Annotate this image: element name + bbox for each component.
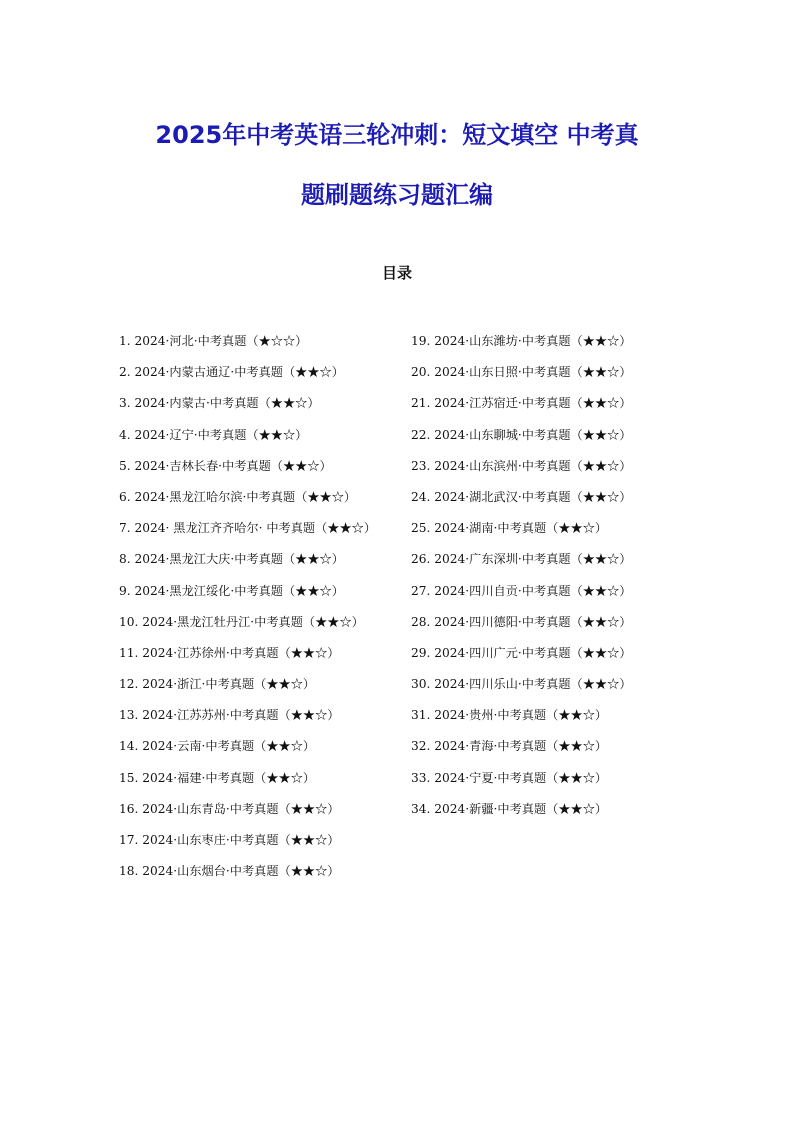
toc-entry-12[interactable]: 12. 2024·浙江·中考真题（★★☆） (119, 677, 316, 692)
toc-entry-8[interactable]: 8. 2024·黑龙江大庆·中考真题（★★☆） (119, 552, 344, 567)
toc-entry-30[interactable]: 30. 2024·四川乐山·中考真题（★★☆） (411, 677, 632, 692)
toc-entry-14[interactable]: 14. 2024·云南·中考真题（★★☆） (119, 739, 316, 754)
toc-entry-23[interactable]: 23. 2024·山东滨州·中考真题（★★☆） (411, 458, 632, 473)
toc-entry-2[interactable]: 2. 2024·内蒙古通辽·中考真题（★★☆） (119, 365, 344, 380)
toc-heading: 目录 (381, 264, 412, 282)
toc-entry-15[interactable]: 15. 2024·福建·中考真题（★★☆） (119, 770, 316, 785)
toc-entry-3[interactable]: 3. 2024·内蒙古·中考真题（★★☆） (119, 396, 320, 411)
toc-entry-1[interactable]: 1. 2024·河北·中考真题（★☆☆） (119, 334, 308, 348)
toc-entry-26[interactable]: 26. 2024·广东深圳·中考真题（★★☆） (411, 552, 632, 567)
toc-entry-5[interactable]: 5. 2024·吉林长春·中考真题（★★☆） (119, 458, 332, 473)
toc-entry-9[interactable]: 9. 2024·黑龙江绥化·中考真题（★★☆） (119, 583, 344, 598)
toc-entry-32[interactable]: 32. 2024·青海·中考真题（★★☆） (411, 739, 608, 754)
toc-entry-13[interactable]: 13. 2024·江苏苏州·中考真题（★★☆） (119, 708, 340, 723)
document-title-line2: 题刷题练习题汇编 (301, 181, 493, 209)
toc-entry-22[interactable]: 22. 2024·山东聊城·中考真题（★★☆） (411, 427, 632, 442)
toc-column-right (411, 331, 631, 830)
toc-entry-24[interactable]: 24. 2024·湖北武汉·中考真题（★★☆） (411, 489, 632, 504)
toc-entry-20[interactable]: 20. 2024·山东日照·中考真题（★★☆） (411, 365, 632, 380)
toc-entry-16[interactable]: 16. 2024·山东青岛·中考真题（★★☆） (119, 801, 340, 816)
toc-column-left (119, 331, 376, 892)
toc-entry-18[interactable]: 18. 2024·山东烟台·中考真题（★★☆） (119, 864, 340, 879)
toc-entry-33[interactable]: 33. 2024·宁夏·中考真题（★★☆） (411, 770, 608, 785)
document-title-line1: 2025年中考英语三轮冲刺：短文填空 中考真 (155, 121, 639, 149)
toc-entry-10[interactable]: 10. 2024·黑龙江牡丹江·中考真题（★★☆） (119, 614, 364, 629)
toc-entry-28[interactable]: 28. 2024·四川德阳·中考真题（★★☆） (411, 614, 632, 629)
toc-entry-19[interactable]: 19. 2024·山东潍坊·中考真题（★★☆） (411, 334, 632, 348)
toc-entry-7[interactable]: 7. 2024· 黑龙江齐齐哈尔· 中考真题（★★☆） (119, 521, 377, 536)
toc-entry-11[interactable]: 11. 2024·江苏徐州·中考真题（★★☆） (119, 645, 340, 660)
toc-entry-29[interactable]: 29. 2024·四川广元·中考真题（★★☆） (411, 645, 632, 660)
toc-entry-17[interactable]: 17. 2024·山东枣庄·中考真题（★★☆） (119, 833, 340, 847)
toc-entry-34[interactable]: 34. 2024·新疆·中考真题（★★☆） (411, 801, 608, 816)
toc-entry-6[interactable]: 6. 2024·黑龙江哈尔滨·中考真题（★★☆） (119, 489, 357, 504)
toc-entry-27[interactable]: 27. 2024·四川自贡·中考真题（★★☆） (411, 583, 632, 598)
toc-entry-25[interactable]: 25. 2024·湖南·中考真题（★★☆） (411, 521, 608, 536)
toc-entry-21[interactable]: 21. 2024·江苏宿迁·中考真题（★★☆） (411, 396, 632, 411)
toc-entry-4[interactable]: 4. 2024·辽宁·中考真题（★★☆） (119, 427, 308, 442)
toc-entry-31[interactable]: 31. 2024·贵州·中考真题（★★☆） (411, 708, 608, 723)
